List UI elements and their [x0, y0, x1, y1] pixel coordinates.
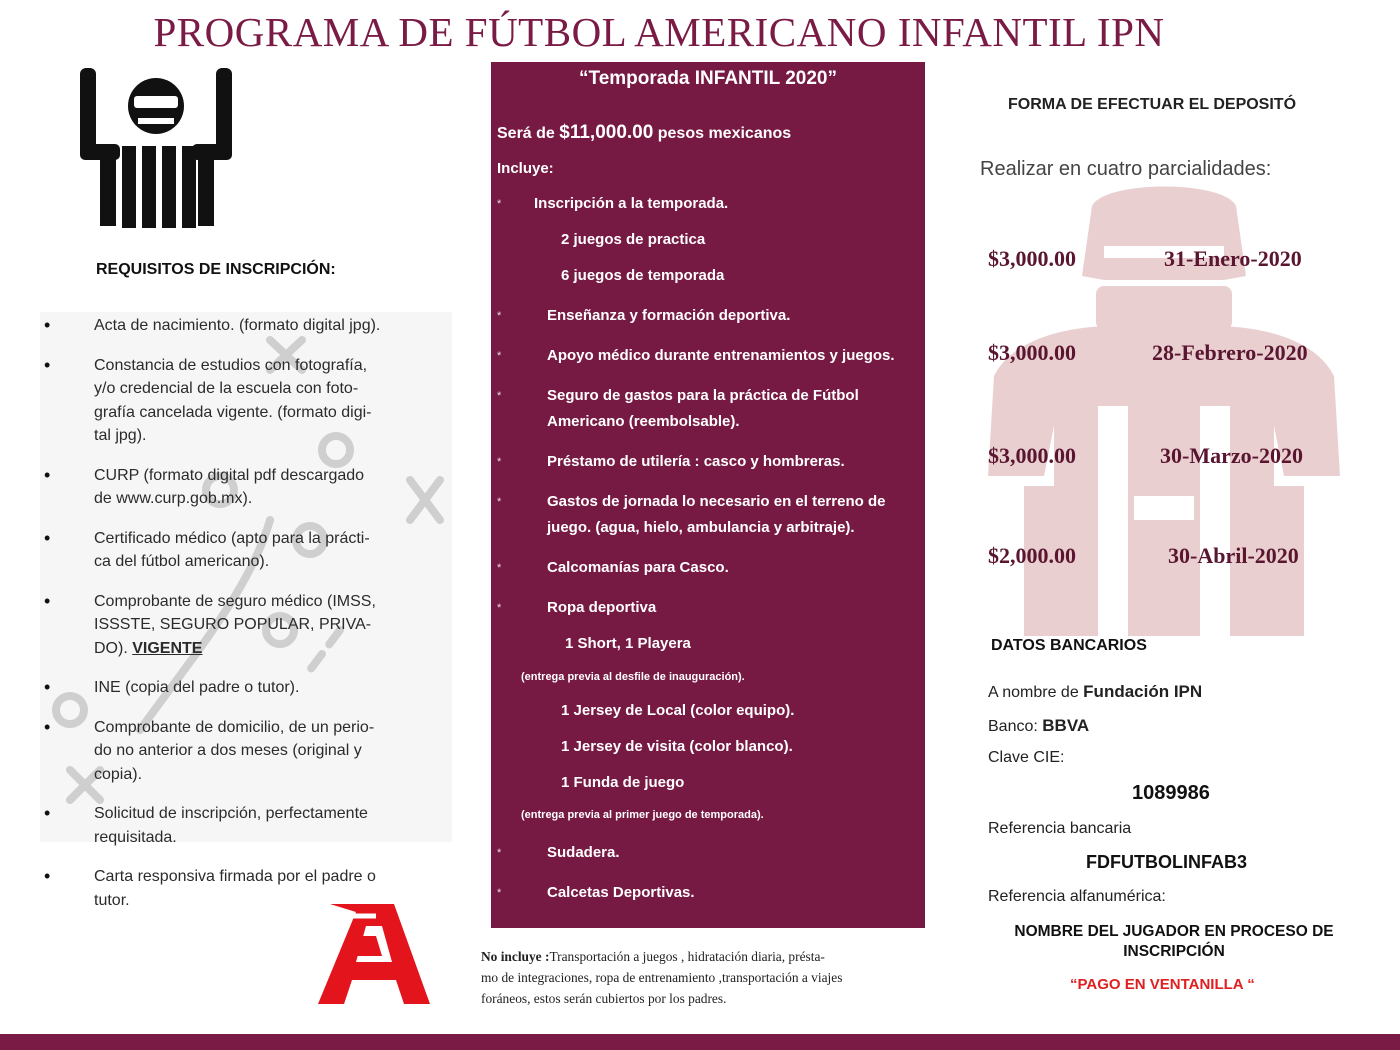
- star-bullet-icon: *: [497, 350, 502, 362]
- season-panel: [491, 62, 925, 928]
- include-item: Calcetas Deportivas.: [547, 884, 695, 901]
- vigente-emphasis: VIGENTE: [132, 639, 203, 657]
- payment-date: 28-Febrero-2020: [1152, 340, 1308, 365]
- include-item: 6 juegos de temporada: [561, 267, 725, 284]
- include-item: 1 Short, 1 Playera: [565, 635, 691, 652]
- include-item: 1 Jersey de Local (color equipo).: [561, 702, 795, 719]
- payment-date: 30-Abril-2020: [1168, 543, 1299, 568]
- season-heading: “Temporada INFANTIL 2020”: [579, 68, 837, 89]
- payment-date: 30-Marzo-2020: [1160, 443, 1303, 468]
- window-payment-note: “PAGO EN VENTANILLA “: [1070, 976, 1255, 993]
- cie-label: Clave CIE:: [988, 749, 1065, 766]
- requirement-item: • Constancia de estudios con fotografía, y/o credencial de la escuela con foto- grafía cancelada vigente. (formato digi- tal jpg).: [44, 354, 372, 444]
- installments-intro: Realizar en cuatro parcialidades:: [980, 158, 1272, 180]
- requirement-item: • Comprobante de seguro médico (IMSS, ISSSTE, SEGURO POPULAR, PRIVA- DO). VIGENTE: [44, 590, 376, 657]
- include-item: Apoyo médico durante entrenamientos y juegos.: [547, 347, 895, 364]
- requirement-item: • INE (copia del padre o tutor).: [44, 676, 414, 700]
- page-title: PROGRAMA DE FÚTBOL AMERICANO INFANTIL IPN: [153, 9, 1165, 55]
- price-line: Será de $11,000.00 pesos mexicanos: [497, 122, 792, 143]
- star-bullet-icon: *: [497, 847, 502, 859]
- not-included-note: No incluye :Transportación a juegos , hidratación diaria, présta- mo de integraciones, ropa de entrenamiento ,transportación a viajes foráneos, estos serán cubiertos por los padres.: [481, 949, 843, 1006]
- star-bullet-icon: *: [497, 887, 502, 899]
- payment-amount: $3,000.00: [988, 340, 1076, 365]
- includes-label: Incluye:: [497, 160, 554, 177]
- include-item: Calcomanías para Casco.: [547, 559, 729, 576]
- requirements-title: REQUISITOS DE INSCRIPCIÓN:: [96, 261, 336, 278]
- alphanumeric-reference: NOMBRE DEL JUGADOR EN PROCESO DE INSCRIPCIÓN: [1014, 923, 1334, 960]
- include-item: juego. (agua, hielo, ambulancia y arbitraje).: [547, 519, 855, 536]
- referee-touchdown-icon: [78, 66, 236, 232]
- include-item: Seguro de gastos para la práctica de Fútbol: [547, 387, 859, 404]
- footer-bar: [0, 1034, 1400, 1050]
- include-note: (entrega previa al primer juego de temporada).: [521, 809, 764, 821]
- bullet-icon: •: [44, 315, 51, 335]
- burro-blanco-logo: [316, 902, 432, 1006]
- bullet-icon: •: [44, 590, 51, 611]
- bank-name: Banco: BBVA: [988, 716, 1090, 735]
- cie-number: 1089986: [1132, 782, 1210, 804]
- star-bullet-icon: *: [497, 562, 502, 574]
- bank-reference: FDFUTBOLINFAB3: [1086, 852, 1247, 872]
- include-item: Préstamo de utilería : casco y hombreras.: [547, 453, 845, 470]
- include-item: Enseñanza y formación deportiva.: [547, 307, 791, 324]
- not-included-label: No incluye :: [481, 949, 550, 964]
- star-bullet-icon: *: [497, 602, 502, 614]
- bank-reference-label: Referencia bancaria: [988, 820, 1132, 837]
- include-item: 1 Funda de juego: [561, 774, 685, 791]
- star-bullet-icon: *: [497, 198, 502, 210]
- bullet-icon: •: [44, 354, 51, 375]
- bullet-icon: •: [44, 866, 51, 886]
- requirement-item: • Solicitud de inscripción, perfectamente requisitada.: [44, 803, 368, 846]
- bullet-icon: •: [44, 464, 51, 485]
- requirement-item: • Certificado médico (apto para la prácti- ca del fútbol americano).: [44, 527, 370, 570]
- include-item: 2 juegos de practica: [561, 231, 706, 248]
- star-bullet-icon: *: [497, 310, 502, 322]
- bank-data-title: DATOS BANCARIOS: [991, 637, 1147, 654]
- alphanumeric-reference-label: Referencia alfanumérica:: [988, 888, 1166, 905]
- requirement-item: • Acta de nacimiento. (formato digital jpg).: [44, 314, 414, 338]
- include-item: Sudadera.: [547, 844, 620, 861]
- payment-amount: $3,000.00: [988, 443, 1076, 468]
- requirements-list: [44, 314, 414, 928]
- bullet-icon: •: [44, 527, 51, 548]
- account-holder: A nombre de Fundación IPN: [988, 682, 1203, 701]
- deposit-title: FORMA DE EFECTUAR EL DEPOSITÓ: [1008, 96, 1297, 113]
- payment-date: 31-Enero-2020: [1164, 246, 1302, 271]
- bullet-icon: •: [44, 677, 51, 697]
- include-item: Gastos de jornada lo necesario en el terreno de: [547, 493, 886, 510]
- star-bullet-icon: *: [497, 456, 502, 468]
- bullet-icon: •: [44, 803, 51, 823]
- include-item: Americano (reembolsable).: [547, 413, 740, 430]
- include-item: Inscripción a la temporada.: [534, 195, 729, 212]
- include-item: 1 Jersey de visita (color blanco).: [561, 738, 793, 755]
- season-price: $11,000.00: [559, 122, 654, 143]
- payment-amount: $3,000.00: [988, 246, 1076, 271]
- requirement-item: • Comprobante de domicilio, de un perio- do no anterior a dos meses (original y copia).: [44, 716, 375, 783]
- star-bullet-icon: *: [497, 496, 502, 508]
- bullet-icon: •: [44, 716, 51, 737]
- include-note: (entrega previa al desfile de inauguración).: [521, 671, 745, 683]
- requirement-item: • CURP (formato digital pdf descargado de www.curp.gob.mx).: [44, 464, 365, 507]
- include-item: Ropa deportiva: [547, 599, 657, 616]
- star-bullet-icon: *: [497, 390, 502, 402]
- requirement-item: • Carta responsiva firmada por el padre o tutor.: [44, 866, 376, 909]
- payment-amount: $2,000.00: [988, 543, 1076, 568]
